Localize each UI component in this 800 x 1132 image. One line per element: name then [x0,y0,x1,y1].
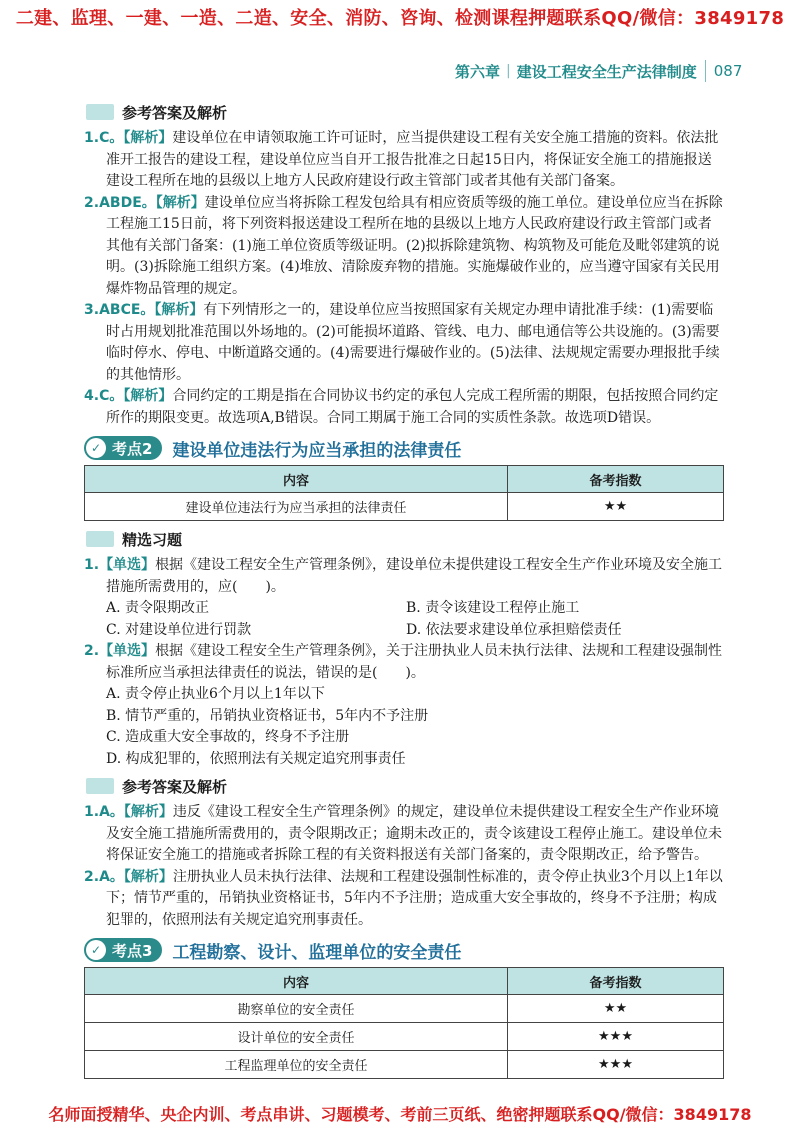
section-marker-icon [86,104,114,120]
option: D. 构成犯罪的，依照刑法有关规定追究刑事责任 [106,750,406,767]
table-row: 勘察单位的安全责任 ★★ [85,995,724,1023]
table-header-index: 备考指数 [508,968,724,995]
answer-item: 2.A。【解析】注册执业人员未执行法律、法规和工程建设强制性标准的，责令停止执业3个月以上1年以下；情节严重的，吊销执业资格证书，5年内不予注册；造成重大安全事故的，终身不予注册；构成犯罪的，依照刑法有关规定追究刑事责任。 [84,868,723,928]
option: A. 责令停止执业6个月以上1年以下 [106,686,325,702]
option: B. 责令该建设工程停止施工 [406,600,580,616]
chapter-title: 建设工程安全生产法律制度 [516,62,697,81]
header-divider [705,60,706,82]
option: A. 责令限期改正 [106,600,210,616]
key-point-badge: ✓ 考点3 [84,938,162,962]
key-point-badge: ✓ 考点2 [84,436,162,460]
key-point-2-heading [84,433,724,463]
top-banner: 二建、监理、一建、一造、二造、安全、消防、咨询、检测课程押题联系QQ/微信：3849178 [15,8,785,29]
exercises-heading: 精选习题 [84,527,724,555]
exercise-2: 2.【单选】根据《建设工程安全生产管理条例》，关于注册执业人员未执行法律、法规和工程建设强制性标准所应当承担法律责任的说法，错误的是( )。 [84,643,723,681]
page-header [455,58,742,84]
section-marker-icon [86,531,114,547]
key-point-3-heading [84,935,724,965]
exercise-1-options [84,598,724,641]
answers-list-1 [84,128,724,429]
answer-item: 4.C。【解析】合同约定的工期是指在合同协议书约定的承包人完成工程所需的期限，包括按照合同约定所作的期限变更。故选项A,B错误。合同工期属于施工合同的实质性条款。故选项D错误。 [84,388,719,426]
option: C. 对建设单位进行罚款 [106,621,252,638]
page-content [84,100,724,1079]
table-row: 设计单位的安全责任 ★★★ [85,1023,724,1051]
table-row: 建设单位违法行为应当承担的法律责任 ★★ [85,493,724,521]
key-point-title: 工程勘察、设计、监理单位的安全责任 [172,942,462,963]
key-point-2-table [84,465,724,521]
table-header-content: 内容 [85,466,508,493]
exercise-1: 1.【单选】根据《建设工程安全生产管理条例》，建设单位未提供建设工程安全生产作业环境及安全施工措施所需费用的，应( )。 [84,557,723,595]
answers-list-2 [84,802,724,931]
table-row: 工程监理单位的安全责任 ★★★ [85,1051,724,1079]
table-header-index: 备考指数 [508,466,724,493]
header-separator: | [506,63,511,79]
check-icon: ✓ [86,438,106,458]
option: C. 造成重大安全事故的，终身不予注册 [106,729,350,745]
section-marker-icon [86,778,114,794]
page-number: 087 [713,62,743,80]
check-icon: ✓ [86,940,106,960]
key-point-title: 建设单位违法行为应当承担的法律责任 [172,440,462,461]
answer-item: 1.C。【解析】建设单位在申请领取施工许可证时，应当提供建设工程有关安全施工措施的资料。依法批准开工报告的建设工程，建设单位应当自开工报告批准之日起15日内，将保证安全施工的措施报送建设工程所在地的县级以上地方人民政府建设行政主管部门或者其他有关部门备案。 [84,130,719,189]
option: D. 依法要求建设单位承担赔偿责任 [406,621,622,638]
chapter-label: 第六章 [455,62,501,81]
key-point-3-table [84,967,724,1079]
option: B. 情节严重的，吊销执业资格证书，5年内不予注册 [106,707,429,724]
answers-heading-1: 参考答案及解析 [84,100,724,128]
bottom-banner: 名师面授精华、央企内训、考点串讲、习题模考、考前三页纸、绝密押题联系QQ/微信：3849178 [48,1105,752,1124]
table-header-content: 内容 [85,968,508,995]
answer-item: 1.A。【解析】违反《建设工程安全生产管理条例》的规定，建设单位未提供建设工程安全生产作业环境及安全施工措施所需费用的，责令限期改正；逾期未改正的，责令该建设工程停止施工。建设单位未将保证安全施工的措施或者拆除工程的有关资料报送有关部门备案的，责令限期改正，给予警告。 [84,804,722,863]
answers-heading-2: 参考答案及解析 [84,774,724,802]
answer-item: 3.ABCE。【解析】有下列情形之一的，建设单位应当按照国家有关规定办理申请批准手续：(1)需要临时占用规划批准范围以外场地的。(2)可能损坏道路、管线、电力、邮电通信等公共设施的。(3)需要临时停水、停电、中断道路交通的。(4)需要进行爆破作业的。(5)法律、法规规定需要办理报批手续的其他情形。 [84,302,720,383]
answer-item: 2.ABDE。【解析】建设单位应当将拆除工程发包给具有相应资质等级的施工单位。建设单位应当在拆除工程施工15日前，将下列资料报送建设工程所在地的县级以上地方人民政府建设行政主管部门或者其他有关部门备案：(1)施工单位资质等级证明。(2)拟拆除建筑物、构筑物及可能危及毗邻建筑的说明。(3)拆除施工组织方案。(4)堆放、清除废弃物的措施。实施爆破作业的，应当遵守国家有关民用爆炸物品管理的规定。 [84,194,723,297]
